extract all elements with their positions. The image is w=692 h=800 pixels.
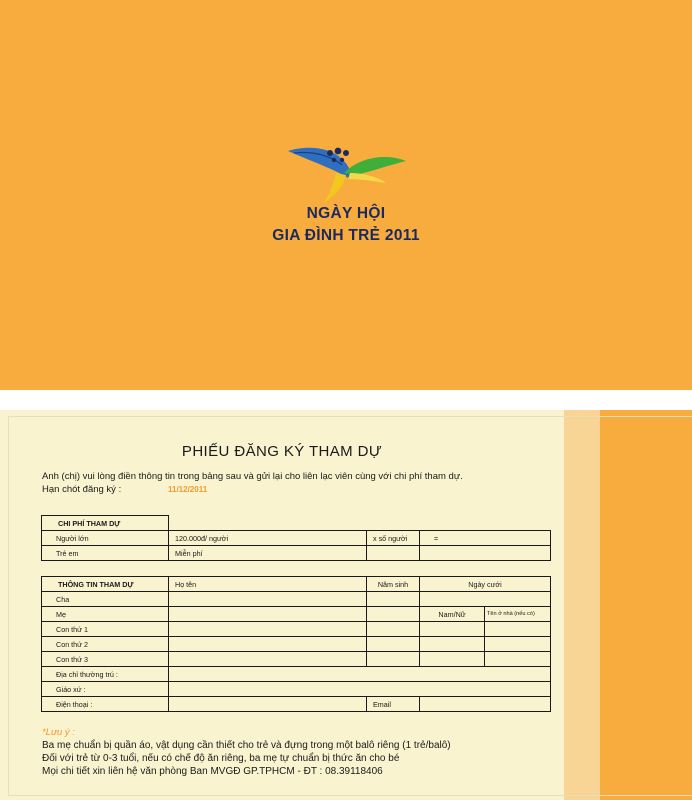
wedding-day-cell[interactable]: [420, 592, 551, 607]
table-row: [42, 637, 551, 652]
address-label: Địa chỉ thường trú :: [42, 667, 169, 682]
child-3-name-cell[interactable]: [169, 652, 367, 667]
child-1-name-cell[interactable]: [169, 622, 367, 637]
cost-table: [41, 515, 551, 561]
row-label-mother: Mẹ: [42, 607, 169, 622]
child-3-home-name-cell[interactable]: [485, 652, 551, 667]
child-3-gender-cell[interactable]: [420, 652, 485, 667]
table-row: [42, 697, 551, 712]
cost-table-header: CHI PHÍ THAM DỰ: [42, 516, 169, 531]
child-2-birth-year-cell[interactable]: [367, 637, 420, 652]
child-1-birth-year-cell[interactable]: [367, 622, 420, 637]
wedding-day-column-header: Ngày cưới: [420, 577, 551, 592]
table-row: [42, 667, 551, 682]
mother-name-cell[interactable]: [169, 607, 367, 622]
participant-info-table: [41, 576, 551, 712]
cost-row-price: Miễn phí: [169, 546, 367, 561]
birth-year-column-header: Năm sinh: [367, 577, 420, 592]
info-table-header-row: [42, 577, 551, 592]
cover-title-line1: NGÀY HỘI: [306, 205, 386, 222]
child-3-birth-year-cell[interactable]: [367, 652, 420, 667]
father-birth-year-cell[interactable]: [367, 592, 420, 607]
note-line-1: Ba mẹ chuẩn bị quần áo, vật dụng cần thiết cho trẻ và đựng trong một balô riêng (1 trẻ/balô): [42, 740, 451, 751]
parish-label: Giáo xứ :: [42, 682, 169, 697]
form-title: PHIẾU ĐĂNG KÝ THAM DỰ: [181, 443, 383, 460]
name-column-header: Họ tên: [169, 577, 367, 592]
table-row: [42, 531, 551, 546]
table-row: [42, 546, 551, 561]
row-label-child-2: Con thứ 2: [42, 637, 169, 652]
table-row: [42, 622, 551, 637]
child-1-gender-cell[interactable]: [420, 622, 485, 637]
father-name-cell[interactable]: [169, 592, 367, 607]
address-field[interactable]: [169, 667, 551, 682]
table-row: [42, 652, 551, 667]
row-label-father: Cha: [42, 592, 169, 607]
form-intro: Anh (chị) vui lòng điền thông tin trong bảng sau và gửi lại cho liên lạc viên cùng với chi phí tham dự.: [42, 471, 463, 482]
email-field[interactable]: [420, 697, 551, 712]
table-row: [42, 607, 551, 622]
child-1-home-name-cell[interactable]: [485, 622, 551, 637]
row-label-child-1: Con thứ 1: [42, 622, 169, 637]
cover-title-line2: GIA ĐÌNH TRẺ 2011: [272, 227, 420, 244]
mother-birth-year-cell[interactable]: [367, 607, 420, 622]
info-table-header: THÔNG TIN THAM DỰ: [42, 577, 169, 592]
table-row: [42, 682, 551, 697]
phone-field[interactable]: [169, 697, 367, 712]
cost-table-header-row: [42, 516, 551, 531]
email-label: Email: [367, 697, 420, 712]
child-2-gender-cell[interactable]: [420, 637, 485, 652]
gender-column-header: Nam/Nữ: [420, 607, 485, 622]
phone-label: Điện thoại :: [42, 697, 169, 712]
cost-row-price: 120.000đ/ người: [169, 531, 367, 546]
child-2-name-cell[interactable]: [169, 637, 367, 652]
cost-row-equals[interactable]: =: [420, 531, 551, 546]
cost-row-label: Trẻ em: [42, 546, 169, 561]
home-name-column-header: Tên ở nhà (nếu có): [485, 607, 551, 622]
notes-title: *Lưu ý :: [42, 727, 75, 738]
cost-row-label: Người lớn: [42, 531, 169, 546]
parish-field[interactable]: [169, 682, 551, 697]
deadline-value: 11/12/2011: [168, 485, 208, 494]
cover-panel: [0, 0, 692, 390]
cost-row-total-cell[interactable]: [420, 546, 551, 561]
row-label-child-3: Con thứ 3: [42, 652, 169, 667]
cost-row-multiplier: x số người: [367, 531, 420, 546]
child-2-home-name-cell[interactable]: [485, 637, 551, 652]
cost-row-multiplier-cell[interactable]: [367, 546, 420, 561]
family-bird-logo-icon: [286, 143, 410, 205]
note-line-3: Mọi chi tiết xin liên hệ văn phòng Ban MVGĐ GP.TPHCM - ĐT : 08.39118406: [42, 766, 383, 777]
deadline-label: Hạn chót đăng ký :: [42, 484, 122, 495]
separator-gap: [0, 390, 692, 410]
note-line-2: Đối với trẻ từ 0-3 tuổi, nếu có chế độ ăn riêng, ba mẹ tự chuẩn bị thức ăn cho bé: [42, 753, 400, 764]
table-row: [42, 592, 551, 607]
